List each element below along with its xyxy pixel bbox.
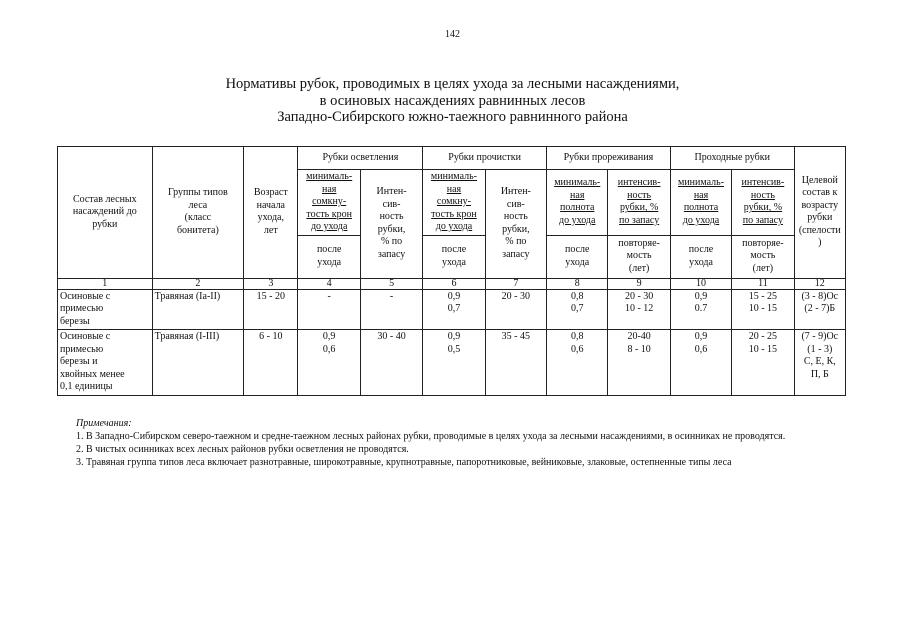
table-row: [58, 289, 846, 330]
col-number: 4: [298, 278, 360, 289]
header-target-composition: Целевой состав к возрасту рубки (спелости ): [794, 147, 845, 279]
title-line-3: Западно-Сибирского южно-таежного равнинного района: [277, 109, 628, 125]
cell-target-composition: (3 - 8)Ос (2 - 7)Б: [794, 289, 845, 330]
col-number: 1: [58, 278, 153, 289]
cell-thinning-intensity: 20-40 8 - 10: [608, 330, 670, 396]
cell-cleaning-intensity: 35 - 45: [485, 330, 546, 396]
cell-passage-density: 0,9 0,6: [670, 330, 731, 396]
cell-age: 6 - 10: [244, 330, 298, 396]
col-number: 11: [732, 278, 794, 289]
cell-thinning-density: 0,8 0,6: [547, 330, 608, 396]
cell-clarification-intensity: 30 - 40: [360, 330, 422, 396]
norms-table: [57, 146, 846, 396]
header-min-closure: минималь- ная сомкну- тость крон до ухода: [298, 170, 360, 236]
cell-clarification-closure: 0,9 0,6: [298, 330, 360, 396]
header-group-thinning: Рубки прореживания: [547, 147, 671, 170]
notes-title: Примечания:: [76, 418, 132, 429]
title-line-2: в осиновых насаждениях равнинных лесов: [319, 92, 586, 109]
cell-clarification-intensity: -: [360, 289, 422, 330]
header-start-age: Возраст начала ухода, лет: [244, 147, 298, 279]
header-min-density: минималь- ная полнота до ухода: [547, 170, 608, 236]
header-composition: Состав лесных насаждений до рубки: [58, 147, 153, 279]
cell-clarification-closure: -: [298, 289, 360, 330]
header-intensity-percent: интенсив- ность рубки, % по запасу: [608, 170, 670, 236]
header-group-clarification: Рубки осветления: [298, 147, 423, 170]
col-number: 9: [608, 278, 670, 289]
col-number: 6: [423, 278, 485, 289]
header-group-cleaning: Рубки прочистки: [423, 147, 547, 170]
cell-passage-intensity: 20 - 25 10 - 15: [732, 330, 794, 396]
header-repeat: повторяе- мость (лет): [608, 235, 670, 278]
cell-cleaning-closure: 0,9 0,7: [423, 289, 485, 330]
header-intensity: Интен- сив- ность рубки, % по запасу: [360, 170, 422, 279]
col-number: 8: [547, 278, 608, 289]
page-number: 142: [445, 29, 460, 40]
header-after-care: после ухода: [423, 235, 485, 278]
cell-thinning-intensity: 20 - 30 10 - 12: [608, 289, 670, 330]
header-min-closure: минималь- ная сомкну- тость крон до ухода: [423, 170, 485, 236]
header-min-density: минималь- ная полнота до ухода: [670, 170, 731, 236]
header-after-care: после ухода: [670, 235, 731, 278]
title-line-1: Нормативы рубок, проводимых в целях ухода за лесными насаждениями,: [225, 76, 680, 92]
cell-cleaning-intensity: 20 - 30: [485, 289, 546, 330]
cell-forest-type: Травяная (I-III): [152, 330, 244, 396]
header-after-care: после ухода: [547, 235, 608, 278]
document-title: [0, 76, 905, 126]
cell-composition: Осиновые с примесью березы: [58, 289, 153, 330]
col-number: 3: [244, 278, 298, 289]
note-item: 1. В Западно-Сибирском северо-таежном и средне-таежном лесных районах рубки, проводимые в целях ухода за лесными насаждениями, в осинниках не проводятся.: [76, 431, 786, 442]
col-number: 2: [152, 278, 244, 289]
cell-target-composition: (7 - 9)Ос (1 - 3) С, Е, К, П, Б: [794, 330, 845, 396]
col-number: 5: [360, 278, 422, 289]
header-intensity-percent: интенсив- ность рубки, % по запасу: [732, 170, 794, 236]
header-group-passage: Проходные рубки: [670, 147, 794, 170]
header-intensity: Интен- сив- ность рубки, % по запасу: [485, 170, 546, 279]
notes-section: [61, 417, 846, 469]
header-forest-type-group: Группы типов леса (класс бонитета): [152, 147, 244, 279]
table-row: [58, 330, 846, 396]
cell-passage-density: 0,9 0.7: [670, 289, 731, 330]
cell-forest-type: Травяная (Iа-II): [152, 289, 244, 330]
col-number: 12: [794, 278, 845, 289]
cell-age: 15 - 20: [244, 289, 298, 330]
header-after-care: после ухода: [298, 235, 360, 278]
col-number: 7: [485, 278, 546, 289]
cell-cleaning-closure: 0,9 0,5: [423, 330, 485, 396]
note-item: 2. В чистых осинниках всех лесных районов рубки осветления не проводятся.: [76, 444, 409, 455]
cell-passage-intensity: 15 - 25 10 - 15: [732, 289, 794, 330]
note-item: 3. Травяная группа типов леса включает разнотравные, широкотравные, крупнотравные, папоротниковые, вейниковые, злаковые, остепненные типы леса: [76, 457, 732, 468]
cell-composition: Осиновые с примесью березы и хвойных менее 0,1 единицы: [58, 330, 153, 396]
cell-thinning-density: 0,8 0,7: [547, 289, 608, 330]
col-number: 10: [670, 278, 731, 289]
header-repeat: повторяе- мость (лет): [732, 235, 794, 278]
